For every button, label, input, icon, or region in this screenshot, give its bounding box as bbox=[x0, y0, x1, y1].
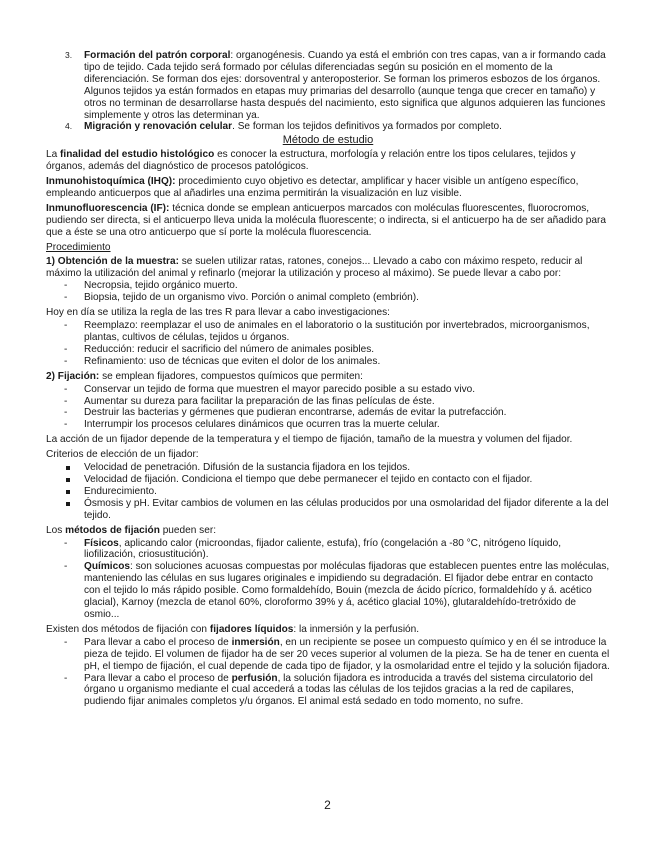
list-item: - Reemplazo: reemplazar el uso de animales en el laboratorio o la sustitución por invertebrados, microorganismos, plantas, cultivos de células, tejidos u órganos. bbox=[64, 320, 590, 344]
step1-list bbox=[46, 280, 610, 304]
tres-r-list bbox=[46, 320, 610, 368]
numbered-list bbox=[46, 50, 610, 133]
list-item bbox=[46, 121, 610, 133]
list-item: - Interrumpir los procesos celulares dinámicos que ocurren tras la muerte celular. bbox=[64, 419, 440, 431]
bullet-icon bbox=[66, 478, 70, 482]
list-item: - Necropsia, tejido orgánico muerto. bbox=[64, 280, 238, 292]
list-item: - Para llevar a cabo el proceso de perfusión, la solución fijadora es introducida a través del sistema circulatorio del órgano u organismo mediante el cual accederá a todas las células de los tejidos gracias a la red de capilares, pudiendo fijar animales completos y/u órganos. El animal está sedado en todo momento, no sufre. bbox=[64, 672, 593, 708]
list-item: - Destruir las bacterias y gérmenes que pudieran encontrarse, además de evitar la putrefacción. bbox=[64, 407, 507, 419]
list-item: Velocidad de fijación. Condiciona el tiempo que debe permanecer el tejido en contacto con el fijador. bbox=[46, 474, 610, 486]
list-item: Velocidad de penetración. Difusión de la sustancia fijadora en los tejidos. bbox=[46, 462, 610, 474]
metodos-list bbox=[46, 538, 610, 621]
item-number: 4. bbox=[65, 121, 73, 132]
list-item: - Químicos: son soluciones acuosas compuestas por moléculas fijadoras que establecen puentes entre las moléculas, manteniendo las células en sus lugares originales e impidiendo su degradación. El fijador debe entrar en contacto con el tejido lo más rápido posible. Como formaldehído, Bouin (mezcla de ácido pícrico, formaldehído y á. acético glacial), Karnoy (mezcla de etanol 60%, cloroformo 39% y á, acético glacial 10%), glutaraldehído-tretróxido de osmio... bbox=[64, 561, 610, 620]
document-page bbox=[46, 50, 610, 711]
ihq-paragraph: Inmunohistoquímica (IHQ): procedimiento cuyo objetivo es detectar, amplificar y hacer visible un antígeno específico, empleando anticuerpos que al añadirles una enzima permitirán la visualización en luz visible. bbox=[46, 176, 579, 200]
item-text: . Se forman los tejidos definitivos ya formados por completo. bbox=[232, 121, 502, 133]
item-heading: Migración y renovación celular bbox=[84, 121, 233, 133]
if-paragraph: Inmunofluorescencia (IF): técnica donde se emplean anticuerpos marcados con moléculas fluorescentes, fluorocromos, pudiendo ser directa, si el anticuerpo lleva unida la molécula fluorescente; o indirecta, si el anticuerpo ha de ser añadido para que a éste se una otro anticuerpo que sí porte la molécula fluorescencia. bbox=[46, 202, 606, 238]
step2-paragraph: 2) Fijación: se emplean fijadores, compuestos químicos que permiten: bbox=[46, 370, 363, 382]
item-number: 3. bbox=[65, 50, 73, 60]
section-title: Método de estudio bbox=[282, 134, 374, 147]
list-item: - Conservar un tejido de forma que muestren el mayor parecido posible a su estado vivo. bbox=[64, 383, 476, 395]
criterios-heading: Criterios de elección de un fijador: bbox=[46, 449, 199, 461]
step1-paragraph: 1) Obtención de la muestra: se suelen utilizar ratas, ratones, conejos... Llevado a cabo con máximo respeto, reducir al máximo la utilización del animal y refinarlo (mejorar la utilización y proceso al máximo). Se puede llevar a cabo por: bbox=[46, 255, 583, 279]
criterios-list bbox=[46, 462, 610, 522]
list-item: - Para llevar a cabo el proceso de inmersión, en un recipiente se posee un compuesto químico y en él se introduce la pieza de tejido. El volumen de fijador ha de ser 20 veces superior al volumen de la pieza. Se ha de tener en cuenta el pH, el tiempo de fijación, el cual depende de cada tipo de fijador, y la osmolaridad entre el tejido y la solución fijadora. bbox=[64, 636, 610, 672]
list-item: - Aumentar su dureza para facilitar la preparación de las finas películas de éste. bbox=[64, 395, 435, 407]
list-item bbox=[46, 50, 610, 121]
metodos-intro: Los métodos de fijación pueden ser: bbox=[46, 524, 217, 536]
bullet-icon bbox=[66, 502, 70, 506]
accion-paragraph: La acción de un fijador depende de la temperatura y el tiempo de fijación, tamaño de la muestra y volumen del fijador. bbox=[46, 434, 573, 446]
step2-list bbox=[46, 384, 610, 432]
bullet-icon bbox=[66, 466, 70, 470]
intro-paragraph: La finalidad del estudio histológico es conocer la estructura, morfología y relación entre los tipos celulares, tejidos y órganos, además del diagnóstico de procesos patológicos. bbox=[46, 149, 576, 173]
liquidos-intro: Existen dos métodos de fijación con fijadores líquidos: la inmersión y la perfusión. bbox=[46, 623, 420, 635]
list-item: - Refinamiento: uso de técnicas que eviten el dolor de los animales. bbox=[64, 355, 381, 367]
list-item: - Biopsia, tejido de un organismo vivo. Porción o animal completo (embrión). bbox=[64, 292, 419, 304]
item-text: : organogénesis. Cuando ya está el embrión con tres capas, van a ir formando cada tipo de tejido. Cada tejido será formado por células diferenciadas según su posición en el momento de la diferenciación. Se forman dos ejes: dorsoventral y anteroposterior. Se forman los primeros esbozos de los órganos. Algunos tejidos ya están formados en etapas muy primarias del desarrollo (aunque tenga que crecer en tamaño) y otros no terminan de desarrollarse hasta después del nacimiento, esto significa que algunos adquieren las funciones simplemente y otros las determinan ya. bbox=[84, 50, 606, 121]
list-item: - Físicos, aplicando calor (microondas, fijador caliente, estufa), frío (congelación a -80 °C, nitrógeno líquido, liofilización, criosustitución). bbox=[64, 537, 562, 561]
list-item: - Reducción: reducir el sacrificio del número de animales posibles. bbox=[64, 343, 375, 355]
procedimiento-heading: Procedimiento bbox=[46, 241, 111, 253]
list-item: Endurecimiento. bbox=[46, 486, 610, 498]
liquidos-list bbox=[46, 637, 610, 708]
item-heading: Formación del patrón corporal bbox=[84, 50, 231, 61]
page-number: 2 bbox=[324, 798, 331, 812]
list-item: Ósmosis y pH. Evitar cambios de volumen en las células producidos por una osmolaridad del fijador diferente a la del tejido. bbox=[46, 498, 610, 522]
bullet-icon bbox=[66, 490, 70, 494]
tres-r-intro: Hoy en día se utiliza la regla de las tres R para llevar a cabo investigaciones: bbox=[46, 307, 390, 319]
